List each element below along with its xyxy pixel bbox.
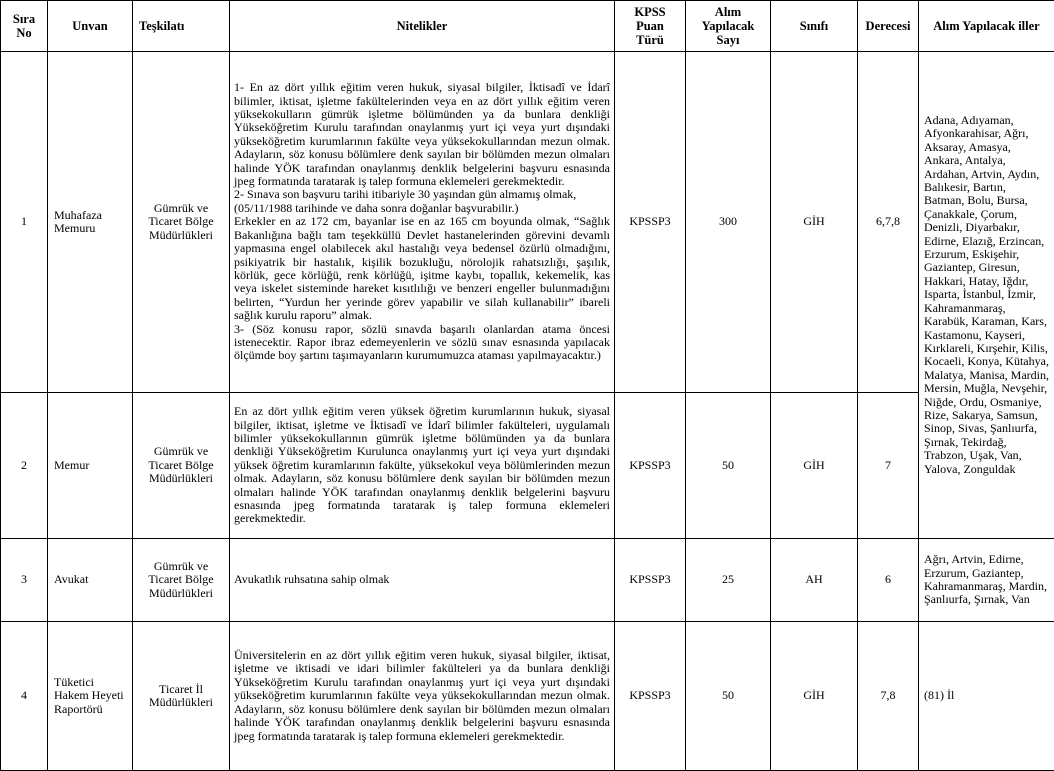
table-row	[1, 539, 1054, 622]
row-nitelikler	[230, 539, 615, 622]
row-iller: Ağrı, Artvin, Edirne, Erzurum, Gaziantep, Kahramanmaraş, Mardin, Şanlıurfa, Şırnak, Van	[919, 539, 1054, 622]
nitelik-paragraph: En az dört yıllık eğitim veren yüksek öğretim kurumlarının hukuk, siyasal bilgiler, iktisat, işletme ve İktisadî ve İdarî bilimler fakülteleri, uygulamalı bilimler yüksekokullarının gümrük işletme bölümünden ya da bunlara denkliği Yükseköğretim Kurulunca onaylanmış yurt içi veya yurt dışındaki yüksek öğretim kuramlarının fakülte, yüksekokul veya bölümlerinden mezun olmak. Adayların, söz konusu bölümlere denk sayılan bir bölümden mezun olmaları halinde YÖK tarafından onaylanmış denklik belgelerini başvuru esnasında jpeg formatında taratarak iş talep formuna eklemeleri gerekmektedir.	[234, 405, 610, 526]
header-teskilati: Teşkilatı	[133, 1, 230, 52]
header-derecesi: Derecesi	[858, 1, 919, 52]
header-row	[1, 1, 1054, 52]
nitelik-paragraph: Erkekler en az 172 cm, bayanlar ise en az 165 cm boyunda olmak, “Sağlık Bakanlığına bağlı tam teşekküllü Devlet hastanelerinden görevini devamlı yapmasına engel olabilecek akıl hastalığı veya bedensel özürlü olmadığını, psikiyatrik bir hastalık, kişilik bozukluğu, nörolojik rahatsızlığı, şaşılık, körlük, gece körlüğü, renk körlüğü, işitme kaybı, topallık, kekemelik, kas veya iskelet sisteminde hareket kısıtlılığı ve benzeri engeller bulunmadığını belirten, “Yurdun her yerinde görev yapabilir ve silah kullanabilir” ibareli sağlık kurulu raporu” almak.	[234, 215, 610, 322]
row-sinif: GİH	[771, 622, 858, 771]
header-sira-no: Sıra No	[1, 1, 48, 52]
row-sayi: 25	[686, 539, 771, 622]
row-derece: 6,7,8	[858, 52, 919, 393]
row-no: 2	[1, 393, 48, 539]
row-no: 1	[1, 52, 48, 393]
row-sayi: 50	[686, 393, 771, 539]
row-teskilat: Gümrük ve Ticaret Bölge Müdürlükleri	[133, 52, 230, 393]
row-iller-merged: Adana, Adıyaman, Afyonkarahisar, Ağrı, Aksaray, Amasya, Ankara, Antalya, Ardahan, Artvin, Aydın, Balıkesir, Bartın, Batman, Bolu, Bursa, Çanakkale, Çorum, Denizli, Diyarbakır, Edirne, Elazığ, Erzincan, Erzurum, Eskişehir, Gaziantep, Giresun, Hakkari, Hatay, Iğdır, Isparta, İstanbul, İzmir, Kahramanmaraş, Karabük, Karaman, Kars, Kastamonu, Kayseri, Kırklareli, Kırşehir, Kilis, Kocaeli, Konya, Kütahya, Malatya, Manisa, Mardin, Mersin, Muğla, Nevşehir, Niğde, Ordu, Osmaniye, Rize, Sakarya, Samsun, Sinop, Sivas, Şanlıurfa, Şırnak, Tekirdağ, Trabzon, Uşak, Van, Yalova, Zonguldak	[919, 52, 1054, 539]
row-teskilat: Gümrük ve Ticaret Bölge Müdürlükleri	[133, 393, 230, 539]
row-unvan: Avukat	[48, 539, 133, 622]
header-unvan: Unvan	[48, 1, 133, 52]
header-nitelikler: Nitelikler	[230, 1, 615, 52]
header-kpss: KPSS Puan Türü	[615, 1, 686, 52]
header-alim-sayi: Alım Yapılacak Sayı	[686, 1, 771, 52]
table-row	[1, 52, 1054, 393]
row-no: 4	[1, 622, 48, 771]
row-sayi: 50	[686, 622, 771, 771]
table-row	[1, 393, 1054, 539]
nitelik-paragraph: 1- En az dört yıllık eğitim veren hukuk, siyasal bilgiler, İktisadî ve İdarî bilimler, iktisat, işletme fakültelerinden veya en az dört yıllık eğitim veren yüksekokulların gümrük işletme bölümünden ya da bunlara denkliği Yükseköğretim Kurulu tarafından onaylanmış yurt içi veya yurt dışındaki yükseköğretim kurumlarının fakülte veya yüksekokullarından mezun olmak. Adayların, söz konusu bölümlere denk sayılan bir bölümden mezun olmaları halinde YÖK tarafından onaylanmış denklik belgelerini başvuru esnasında jpeg formatında taratarak iş talep formuna eklemeleri gerekmektedir.	[234, 81, 610, 188]
row-sinif: GİH	[771, 52, 858, 393]
row-kpss: KPSSP3	[615, 622, 686, 771]
nitelik-paragraph: 3- (Söz konusu rapor, sözlü sınavda başarılı olanlardan atama öncesi istenecektir. Rapor ibraz edemeyenlerin ve sözlü sınav esnasında yapılacak ölçümde boy şartını taşımayanların kurumumuzca ataması yapılmayacaktır.)	[234, 323, 610, 363]
row-sinif: AH	[771, 539, 858, 622]
row-nitelikler	[230, 52, 615, 393]
header-iller: Alım Yapılacak iller	[919, 1, 1054, 52]
row-nitelikler	[230, 622, 615, 771]
row-derece: 6	[858, 539, 919, 622]
row-kpss: KPSSP3	[615, 539, 686, 622]
nitelik-paragraph: Avukatlık ruhsatına sahip olmak	[234, 573, 610, 586]
row-nitelikler	[230, 393, 615, 539]
row-unvan: Memur	[48, 393, 133, 539]
row-derece: 7,8	[858, 622, 919, 771]
table-row	[1, 622, 1054, 771]
row-iller: (81) İl	[919, 622, 1054, 771]
row-teskilat: Gümrük ve Ticaret Bölge Müdürlükleri	[133, 539, 230, 622]
row-kpss: KPSSP3	[615, 393, 686, 539]
row-derece: 7	[858, 393, 919, 539]
nitelik-paragraph: 2- Sınava son başvuru tarihi itibariyle 30 yaşından gün almamış olmak, (05/11/1988 tarihinde ve daha sonra doğanlar başvurabilir.)	[234, 188, 610, 215]
row-teskilat: Ticaret İl Müdürlükleri	[133, 622, 230, 771]
row-unvan: Tüketici Hakem Heyeti Raportörü	[48, 622, 133, 771]
row-sinif: GİH	[771, 393, 858, 539]
row-sayi: 300	[686, 52, 771, 393]
row-no: 3	[1, 539, 48, 622]
row-kpss: KPSSP3	[615, 52, 686, 393]
row-unvan: Muhafaza Memuru	[48, 52, 133, 393]
nitelik-paragraph: Üniversitelerin en az dört yıllık eğitim veren hukuk, siyasal bilgiler, iktisat, işletme ve iktisadi ve idari bilimler fakülteleri ya da bunlara denkliği Yükseköğretim Kurulu tarafından onaylanmış yurt içi veya yurt dışındaki yükseköğretim kurumlarının fakülte veya yüksekokullarından mezun olmak. Adayların, söz konusu bölümlere denk sayılan bir bölümden mezun olmaları halinde YÖK tarafından onaylanmış denklik belgelerini başvuru esnasında jpeg formatında taratarak iş talep formuna eklemeleri gerekmektedir.	[234, 649, 610, 743]
header-sinifi: Sınıfı	[771, 1, 858, 52]
